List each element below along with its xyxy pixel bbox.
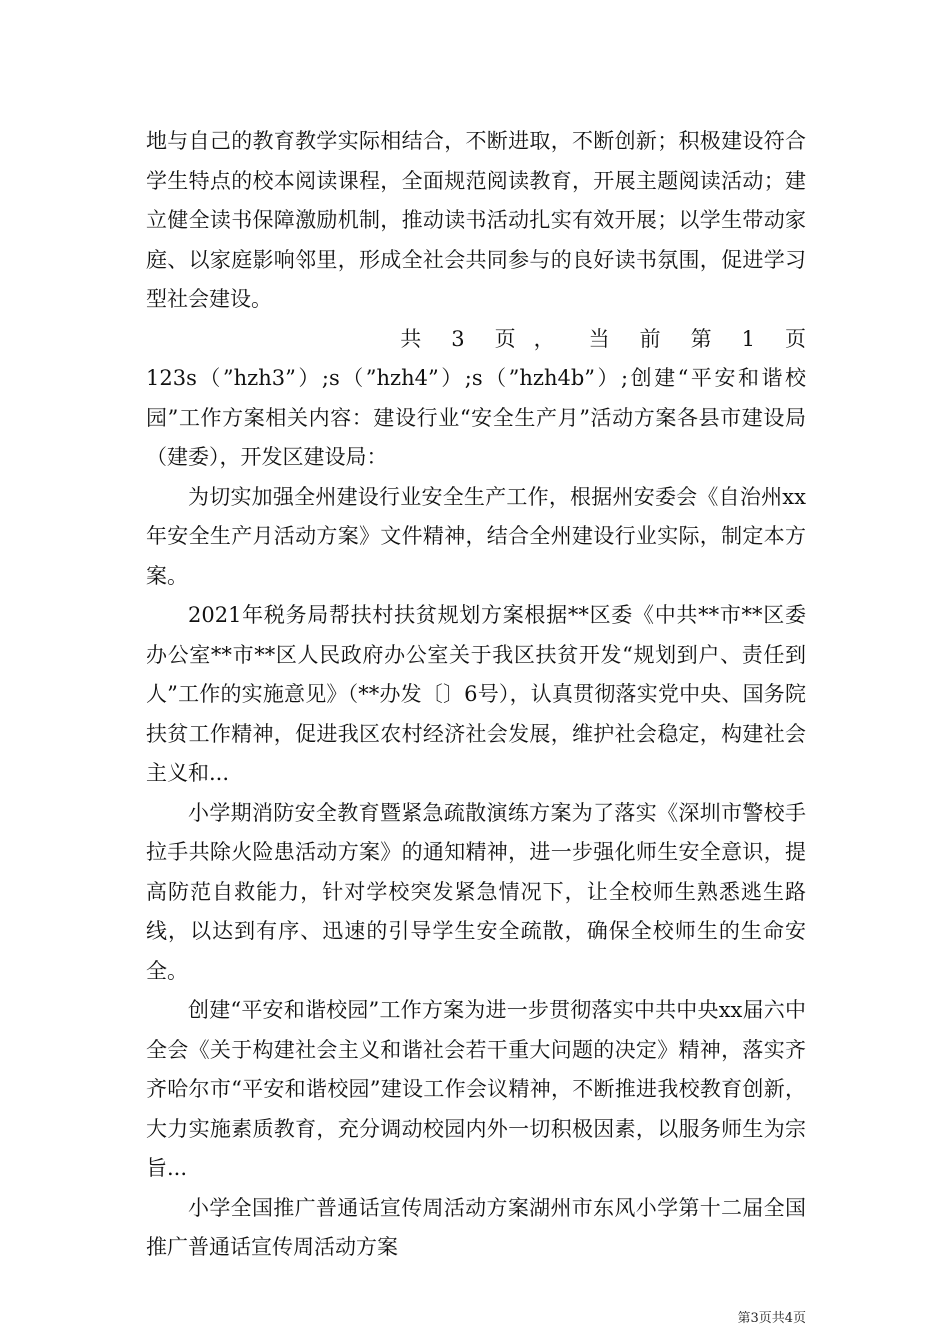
pager-char: 1: [741, 326, 755, 351]
paragraph-intro: 地与自己的教育教学实际相结合，不断进取，不断创新；积极建设符合学生特点的校本阅读课程，全面规范阅读教育，开展主题阅读活动；建立健全读书保障激励机制，推动读书活动扎实有效开展；以学生带动家庭、以家庭影响邻里，形成全社会共同参与的良好读书氛围，促进学习型社会建设。: [146, 129, 806, 311]
pager-char: 页: [494, 326, 516, 351]
pager-char: 第: [690, 326, 712, 351]
pager-char: ，: [533, 326, 555, 351]
paragraph-safety-month: 为切实加强全州建设行业安全生产工作，根据州安委会《自治州xx年安全生产月活动方案》文件精神，结合全州建设行业实际，制定本方案。: [146, 484, 806, 588]
pager-char: 页: [785, 326, 806, 351]
paragraph-fire-drill: 小学期消防安全教育暨紧急疏散演练方案为了落实《深圳市警校手拉手共除火险患活动方案》的通知精神，进一步强化师生安全意识，提高防范自救能力，针对学校突发紧急情况下，让全校师生熟悉逃生路线，以达到有序、迅速的引导学生安全疏散，确保全校师生的生命安全。: [146, 800, 806, 983]
pager-char: 前: [639, 326, 661, 351]
document-body: [146, 122, 806, 1268]
paragraph-harmony-campus: 创建“平安和谐校园”工作方案为进一步贯彻落实中共中央xx届六中全会《关于构建社会主义和谐社会若干重大问题的决定》精神，落实齐齐哈尔市“平安和谐校园”建设工作会议精神，不断推进我校教育创新，大力实施素质教育，充分调动校园内外一切积极因素，以服务师生为宗旨...: [146, 998, 806, 1180]
page-footer-indicator: 第3页共4页: [737, 1311, 806, 1326]
pager-char: 当: [588, 326, 610, 351]
pager-char: 3: [451, 326, 465, 351]
paragraph-mandarin-week: 小学全国推广普通话宣传周活动方案湖州市东风小学第十二届全国推广普通话宣传周活动方案: [146, 1195, 806, 1259]
paragraph-poverty-plan: 2021年税务局帮扶村扶贫规划方案根据**区委《中共**市**区委办公室**市**区人民政府办公室关于我区扶贫开发“规划到户、责任到人”工作的实施意见》（**办发〔〕6号），认真贯彻落实党中央、国务院扶贫工作精神，促进我区农村经济社会发展，维护社会稳定，构建社会主义和...: [146, 603, 806, 785]
inline-page-counter: [146, 320, 806, 360]
pager-char: 共: [400, 326, 422, 351]
paragraph-script-residue: 123s（”hzh3”）;s（”hzh4”）;s（”hzh4b”）;创建“平安和谐校园”工作方案相关内容：建设行业“安全生产月”活动方案各县市建设局（建委），开发区建设局：: [146, 366, 806, 469]
